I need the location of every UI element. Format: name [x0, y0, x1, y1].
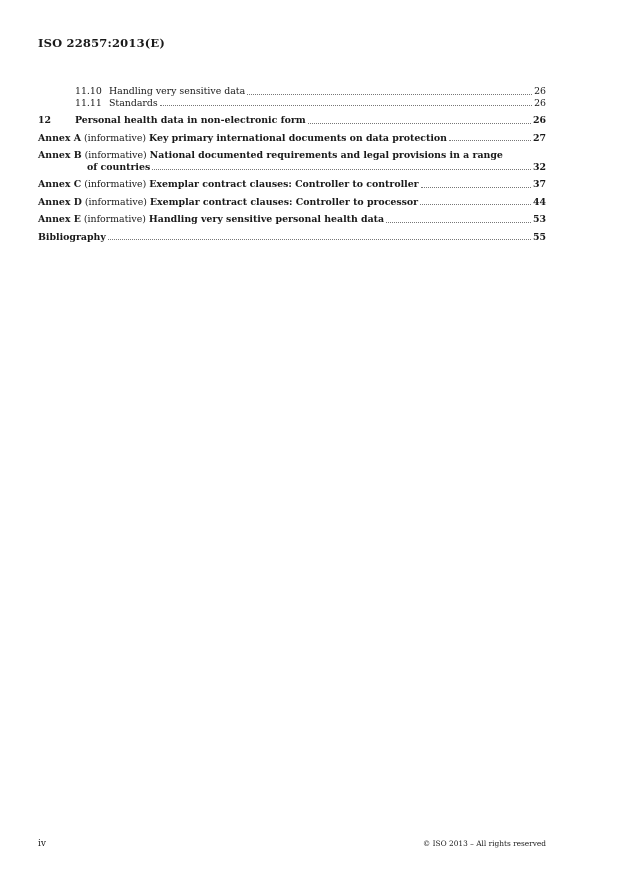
annex-title-continued: of countries — [87, 161, 151, 173]
annex-label: Annex B — [38, 150, 82, 161]
toc-annex-c[interactable] — [38, 179, 546, 191]
annex-label: Annex C — [38, 179, 82, 190]
annex-b-second-line — [38, 162, 546, 174]
annex-title: Key primary international documents on data protection — [149, 132, 447, 144]
toc-annex-a[interactable] — [38, 133, 546, 145]
dot-leader — [152, 169, 531, 170]
page-number: iv — [38, 839, 46, 849]
dot-leader — [421, 187, 531, 188]
annex-title: Exemplar contract clauses: Controller to controller — [149, 179, 419, 190]
dot-leader — [108, 239, 531, 240]
annex-label: Annex E — [38, 214, 81, 225]
annex-b-first-line — [38, 150, 546, 162]
annex-page: 32 — [532, 161, 546, 173]
toc-entry-page: 26 — [534, 86, 546, 97]
table-of-contents — [38, 86, 546, 243]
toc-annex-b[interactable] — [38, 150, 546, 173]
dot-leader — [308, 123, 531, 124]
annex-informative: (informative) — [84, 196, 147, 208]
dot-leader — [449, 140, 531, 141]
dot-leader — [386, 222, 531, 223]
dot-leader — [420, 204, 531, 205]
annex-informative: (informative) — [84, 132, 147, 144]
toc-entry-number: 11.11 — [75, 97, 102, 109]
toc-entry-12[interactable] — [38, 115, 546, 127]
toc-entry-number: 12 — [38, 115, 52, 126]
bibliography-page: 55 — [532, 231, 546, 243]
toc-entry-11-10[interactable] — [38, 86, 546, 98]
annex-label: Annex D — [38, 196, 82, 208]
annex-title: Exemplar contract clauses: Controller to processor — [149, 196, 419, 208]
toc-entry-title: Personal health data in non-electronic form — [75, 115, 306, 126]
annex-page: 37 — [532, 179, 546, 190]
annex-informative: (informative) — [83, 214, 146, 225]
toc-entry-11-11[interactable] — [38, 98, 546, 110]
dot-leader — [247, 94, 532, 95]
toc-entry-title: Handling very sensitive data — [109, 86, 246, 97]
annex-label: Annex A — [38, 132, 81, 144]
toc-entry-title: Standards — [109, 97, 158, 109]
copyright-notice: © ISO 2013 – All rights reserved — [422, 839, 546, 848]
toc-annex-e[interactable] — [38, 214, 546, 226]
annex-informative: (informative) — [84, 179, 147, 190]
dot-leader — [160, 105, 532, 106]
bibliography-title: Bibliography — [38, 231, 106, 243]
toc-entry-number: 11.10 — [75, 86, 102, 97]
document-id-header: ISO 22857:2013(E) — [38, 36, 166, 50]
annex-page: 53 — [532, 214, 546, 225]
annex-title: Handling very sensitive personal health data — [148, 214, 385, 225]
annex-page: 44 — [532, 196, 546, 208]
toc-bibliography[interactable] — [38, 232, 546, 244]
annex-page: 27 — [532, 132, 546, 144]
toc-annex-d[interactable] — [38, 197, 546, 209]
toc-entry-page: 26 — [534, 97, 546, 109]
annex-title: National documented requirements and legal provisions in a range — [149, 150, 503, 161]
toc-entry-page: 26 — [532, 115, 546, 126]
annex-informative: (informative) — [84, 150, 147, 161]
